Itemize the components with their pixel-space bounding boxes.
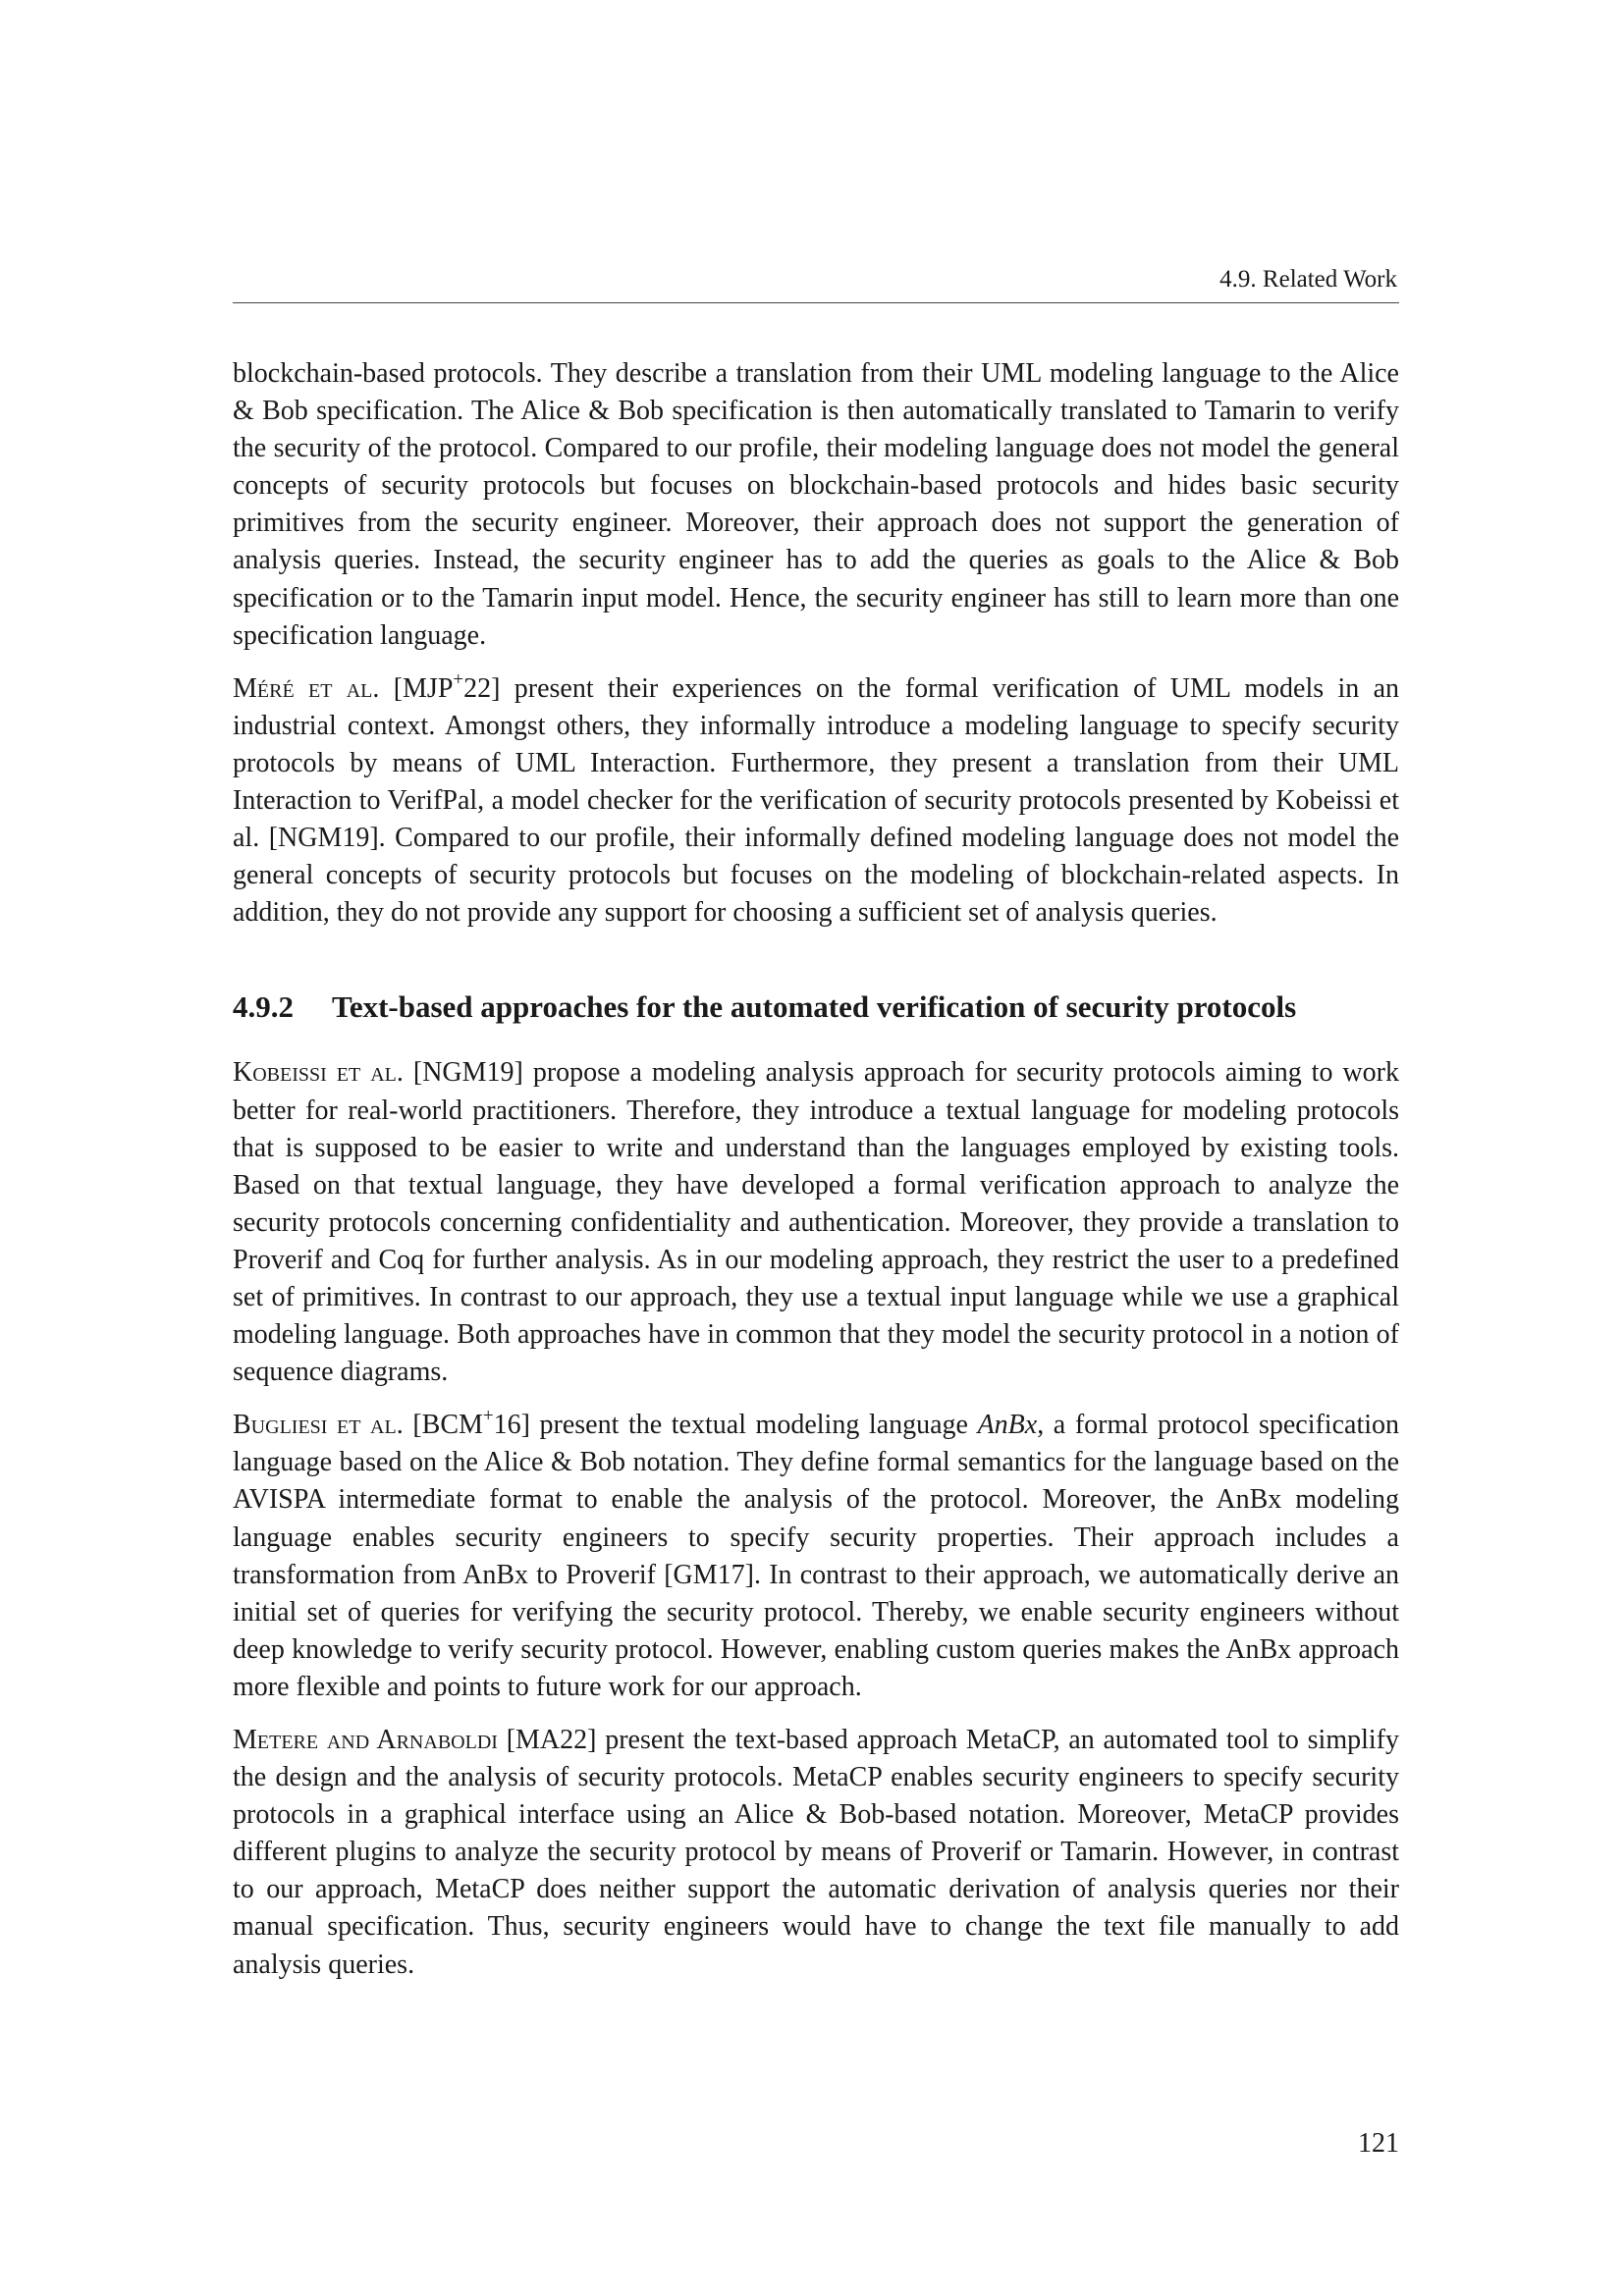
running-head: 4.9. Related Work [1219,266,1397,293]
paragraph-kobeissi-et-al [233,1054,1399,1391]
citation-bcm16: [BCM+16] [412,1406,530,1441]
paragraph-bugliesi-et-al: Bugliesi et al. [BCM+16] present the textual modeling language AnBx, a formal protocol specification language based on the Alice & Bob notation. They define formal semantics for the language based on the AVISPA intermediate format to enable the analysis of the protocol. Moreover, the AnBx modeling language enables security engineers to specify security properties. Their approach includes a transformation from AnBx to Proverif [GM17]. In contrast to their approach, we automatically derive an initial set of queries for verifying the security protocol. Thereby, we enable security engineers without deep knowledge to verify security protocol. However, enabling custom queries makes the AnBx approach more flexible and points to future work for our approach. [233,1406,1400,1702]
paragraph-metere-arnaboldi [233,1722,1399,1984]
paragraph-metere-text: [MA22] present the text-based approach MetaCP, an automated tool to simplify the design and the analysis of security protocols. MetaCP enables security engineers to specify security protocols in a graphical interface using an Alice & Bob-based notation. Moreover, MetaCP provides different plugins to analyze the security protocol by means of Proverif or Tamarin. However, in contrast to our approach, MetaCP does neither support the automatic derivation of analysis queries nor their manual specification. Thus, security engineers would have to change the text file manually to add analysis queries. [233,1725,1400,1980]
section-number: 4.9.2 [233,989,294,1025]
paragraph-blockchain-protocols: blockchain-based protocols. They describe a translation from their UML modeling language to the Alice & Bob specification. The Alice & Bob specification is then automatically translated to Tamarin to verify the security of the protocol. Compared to our profile, their modeling language does not model the general concepts of security protocols but focuses on blockchain-based protocols and hides basic security primitives from the security engineer. Moreover, their approach does not support the generation of analysis queries. Instead, the security engineer has to add the queries as goals to the Alice & Bob specification or to the Tamarin input model. Hence, the security engineer has still to learn more than one specification language. [233,358,1399,651]
page-number: 121 [1358,2128,1399,2159]
paragraph-mere-text: present their experiences on the formal verification of UML models in an industrial context. Amongst others, they informally introduce a modeling language to specify security protocols by means of UML Interaction. Furthermore, they present a translation from their UML Interaction to VerifPal, a model checker for the verification of security protocols presented by Kobeissi et al. [NGM19]. Compared to our profile, their informally defined modeling language does not model the general concepts of security protocols but focuses on the modeling of blockchain-related aspects. In addition, they do not provide any support for choosing a sufficient set of analysis queries. [233,672,1399,929]
author-mere: Méré et al. [233,672,380,704]
paragraph-mere-et-al [233,670,1399,933]
author-bugliesi: Bugliesi et al. [233,1410,404,1441]
section-title: Text-based approaches for the automated verification of security protocols [332,989,1297,1025]
paragraph-kobeissi-text: [NGM19] propose a modeling analysis approach for security protocols aiming to work better for real-world practitioners. Therefore, they introduce a textual language for modeling protocols that is supposed to be easier to write and understand than the languages employed by existing tools. Based on that textual language, they have developed a formal verification approach to analyze the security protocols concerning confidentiality and authentication. Moreover, they provide a translation to Proverif and Coq for further analysis. As in our modeling approach, they restrict the user to a predefined set of primitives. In contrast to our approach, they use a textual input language while we use a graphical modeling language. Both approaches have in common that they model the security protocol in a notion of sequence diagrams. [233,1057,1399,1388]
citation-mjp22: [MJP+22] [393,668,501,704]
header-rule [233,302,1399,303]
author-metere: Metere and Arnaboldi [233,1725,498,1755]
page-content [233,260,1399,2000]
term-anbx: AnBx [977,1410,1038,1441]
author-kobeissi: Kobeissi et al. [233,1057,404,1089]
section-heading [233,988,1399,1027]
